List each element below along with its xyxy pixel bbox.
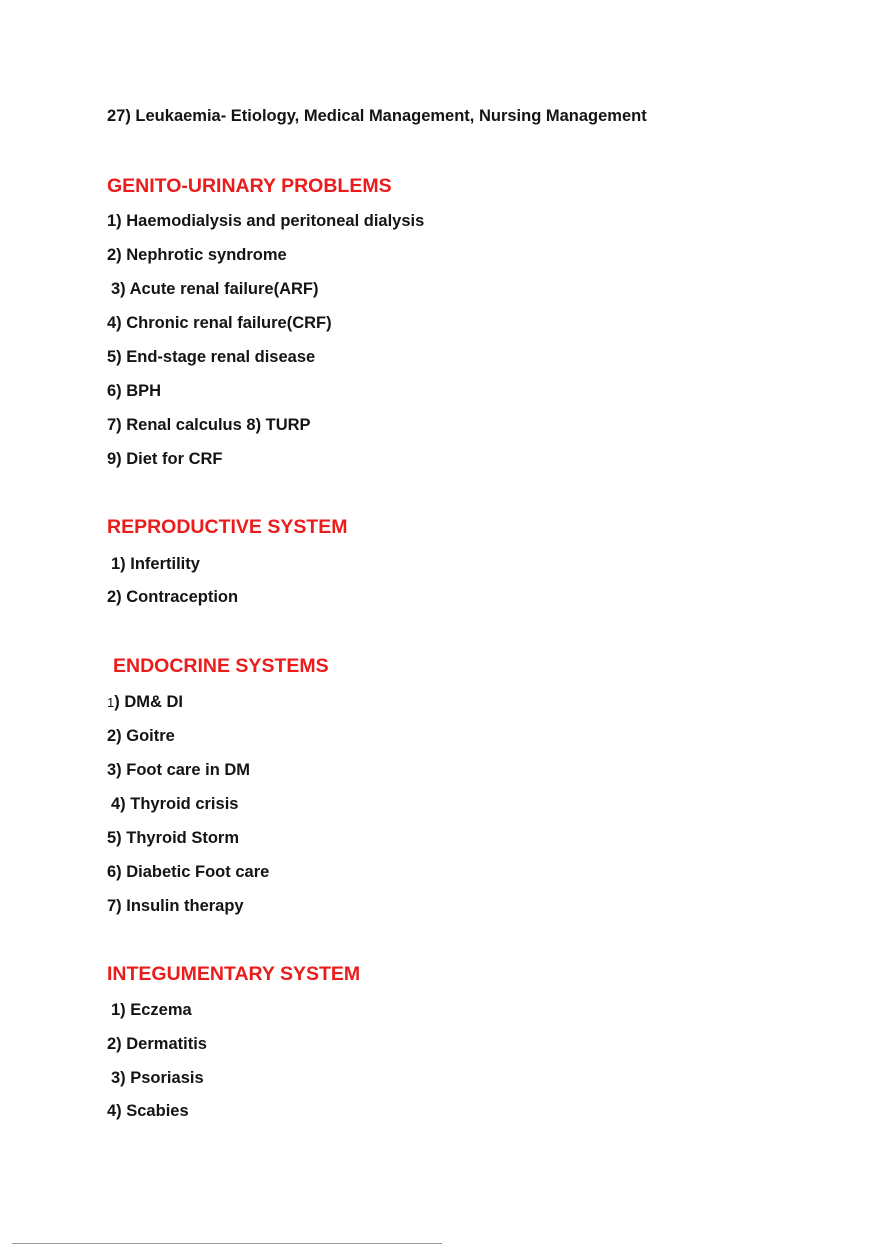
list-item: 7) Renal calculus 8) TURP xyxy=(107,416,311,434)
list-item xyxy=(107,693,183,712)
list-item: 7) Insulin therapy xyxy=(107,897,244,915)
leukaemia-topic: 27) Leukaemia- Etiology, Medical Management, Nursing Management xyxy=(107,107,647,125)
list-item-number: 1 xyxy=(107,695,115,710)
list-item: 2) Goitre xyxy=(107,727,175,745)
endocrine-heading: ENDOCRINE SYSTEMS xyxy=(113,655,329,677)
list-item: 2) Dermatitis xyxy=(107,1035,207,1053)
page-bottom-divider xyxy=(12,1243,442,1244)
list-item: 2) Nephrotic syndrome xyxy=(107,246,287,264)
list-item: 3) Psoriasis xyxy=(111,1069,204,1087)
list-item: 2) Contraception xyxy=(107,588,239,606)
list-item: 3) Acute renal failure(ARF) xyxy=(111,280,319,298)
reproductive-heading: REPRODUCTIVE SYSTEM xyxy=(107,516,348,538)
list-item: 5) Thyroid Storm xyxy=(107,829,240,847)
list-item: 4) Thyroid crisis xyxy=(111,795,239,813)
list-item: 1) Eczema xyxy=(111,1001,192,1019)
list-item: 4) Scabies xyxy=(107,1102,189,1120)
list-item-text: ) DM& DI xyxy=(114,693,183,711)
list-item: 1) Haemodialysis and peritoneal dialysis xyxy=(107,212,425,230)
list-item: 9) Diet for CRF xyxy=(107,450,223,468)
list-item: 6) Diabetic Foot care xyxy=(107,863,270,881)
list-item: 5) End-stage renal disease xyxy=(107,348,316,366)
integumentary-heading: INTEGUMENTARY SYSTEM xyxy=(107,963,361,985)
list-item: 1) Infertility xyxy=(111,555,200,573)
list-item: 4) Chronic renal failure(CRF) xyxy=(107,314,332,332)
list-item: 6) BPH xyxy=(107,382,162,400)
list-item: 3) Foot care in DM xyxy=(107,761,251,779)
genito-urinary-heading: GENITO-URINARY PROBLEMS xyxy=(107,175,392,197)
